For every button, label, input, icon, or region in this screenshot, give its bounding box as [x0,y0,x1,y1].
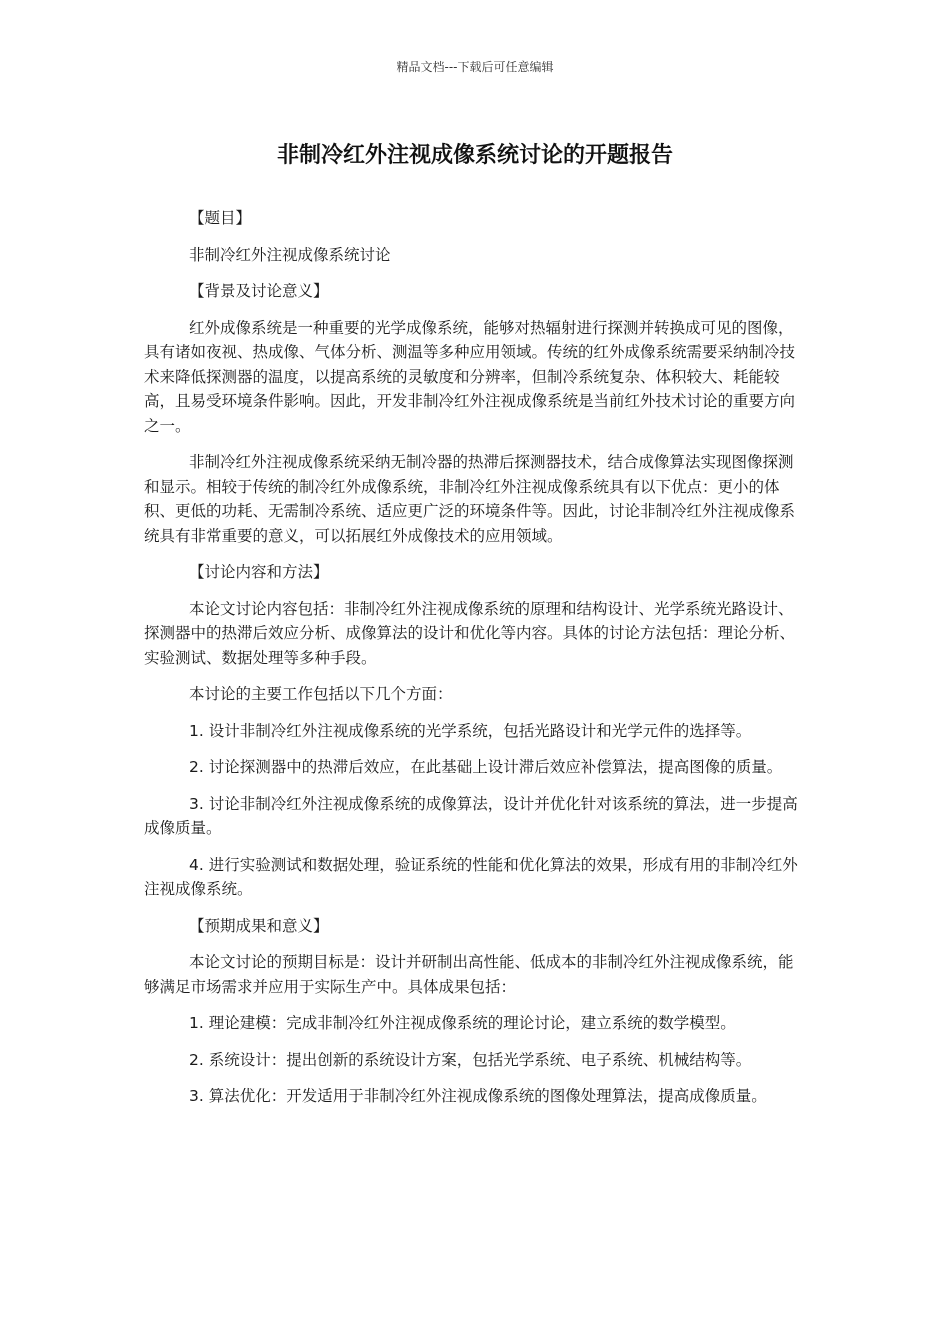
section-heading-topic: 【题目】 [189,209,252,227]
results-list-item: 2. 系统设计：提出创新的系统设计方案，包括光学系统、电子系统、机械结构等。 [189,1050,752,1069]
topic-text: 非制冷红外注视成像系统讨论 [189,245,391,264]
header-note: 精品文档---下载后可任意编辑 [396,60,554,74]
document-body [144,206,806,1121]
content-paragraph: 本讨论的主要工作包括以下几个方面： [189,685,453,703]
work-list-item: 3. 讨论非制冷红外注视成像系统的成像算法，设计并优化针对该系统的算法，进一步提高成像质量。 [144,794,798,837]
work-list-item: 4. 进行实验测试和数据处理，验证系统的性能和优化算法的效果，形成有用的非制冷红外注视成像系统。 [144,855,798,898]
results-paragraph: 本论文讨论的预期目标是：设计并研制出高性能、低成本的非制冷红外注视成像系统，能够满足市场需求并应用于实际生产中。具体成果包括： [144,953,794,996]
work-list-item: 1. 设计非制冷红外注视成像系统的光学系统，包括光路设计和光学元件的选择等。 [189,721,752,740]
content-paragraph: 本论文讨论内容包括：非制冷红外注视成像系统的原理和结构设计、光学系统光路设计、探测器中的热滞后效应分析、成像算法的设计和优化等内容。具体的讨论方法包括：理论分析、实验测试、数据处理等多种手段。 [144,599,796,667]
section-heading-background: 【背景及讨论意义】 [189,282,329,300]
section-heading-expected-results: 【预期成果和意义】 [189,916,329,935]
background-paragraph: 非制冷红外注视成像系统采纳无制冷器的热滞后探测器技术，结合成像算法实现图像探测和显示。相较于传统的制冷红外成像系统，非制冷红外注视成像系统具有以下优点：更小的体积、更低的功耗、无需制冷系统、适应更广泛的环境条件等。因此，讨论非制冷红外注视成像系统具有非常重要的意义，可以拓展红外成像技术的应用领域。 [144,453,796,545]
results-list-item: 1. 理论建模：完成非制冷红外注视成像系统的理论讨论，建立系统的数学模型。 [189,1014,736,1032]
results-list-item: 3. 算法优化：开发适用于非制冷红外注视成像系统的图像处理算法，提高成像质量。 [189,1087,767,1105]
section-heading-content-methods: 【讨论内容和方法】 [189,563,329,581]
work-list-item: 2. 讨论探测器中的热滞后效应，在此基础上设计滞后效应补偿算法，提高图像的质量。 [189,758,783,776]
document-title: 非制冷红外注视成像系统讨论的开题报告 [276,143,673,168]
background-paragraph: 红外成像系统是一种重要的光学成像系统，能够对热辐射进行探测并转换成可见的图像，具有诸如夜视、热成像、气体分析、测温等多种应用领域。传统的红外成像系统需要采纳制冷技术来降低探测器的温度，以提高系统的灵敏度和分辨率，但制冷系统复杂、体积较大、耗能较高，且易受环境条件影响。因此，开发非制冷红外注视成像系统是当前红外技术讨论的重要方向之一。 [144,318,796,435]
